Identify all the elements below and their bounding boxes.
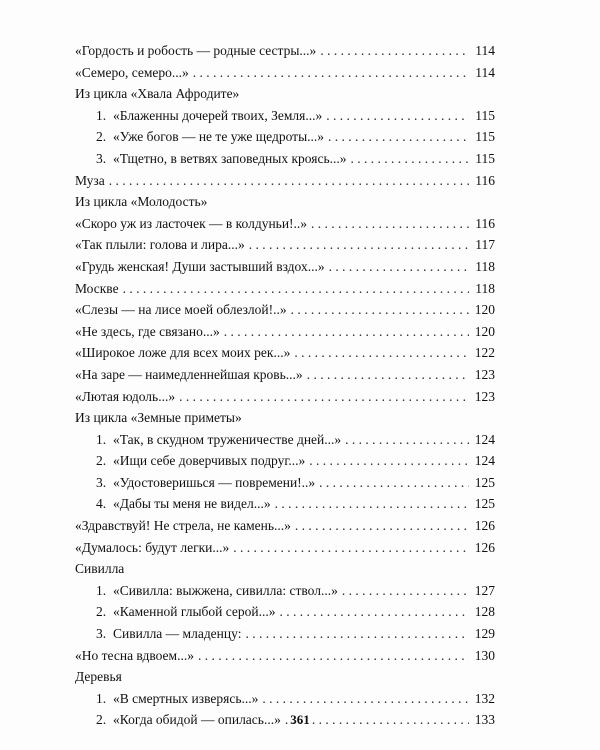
entry-page: 115: [475, 107, 495, 123]
entry-page: 132: [474, 690, 495, 706]
entry-number: 2.: [96, 712, 107, 728]
dot-leader: [328, 126, 469, 148]
entry-title: «Дабы ты меня не видел...»: [113, 496, 271, 512]
entry-page: 115: [475, 150, 495, 166]
toc-entry: [75, 40, 495, 62]
entry-page: 127: [474, 582, 495, 598]
entry-page: 125: [474, 496, 495, 512]
toc-heading: [75, 191, 495, 213]
entry-title: «Не здесь, где связано...»: [75, 323, 220, 339]
entry-number: 3.: [96, 474, 107, 490]
entry-title: Деревья: [75, 669, 122, 685]
entry-title: «Семеро, семеро...»: [75, 64, 189, 80]
entry-title: Из цикла «Земные приметы»: [75, 410, 242, 426]
page-number: 361: [290, 712, 310, 727]
toc-entry: [75, 601, 495, 623]
entry-title: Из цикла «Молодость»: [75, 194, 208, 210]
entry-title: «Скоро уж из ласточек — в колдуньи!..»: [75, 215, 308, 231]
entry-title: «Широкое ложе для всех моих рек...»: [75, 345, 291, 361]
entry-title: «Гордость и робость — родные сестры...»: [75, 43, 317, 58]
entry-page: 128: [474, 604, 495, 620]
toc-entry: [75, 493, 495, 515]
entry-page: 118: [475, 258, 495, 274]
toc-entry: [75, 278, 495, 300]
toc-entry: [75, 386, 495, 408]
entry-number: 3.: [96, 626, 107, 642]
entry-page: 117: [475, 237, 495, 253]
entry-title: «В смертных изверясь...»: [113, 690, 259, 706]
entry-page: 115: [475, 129, 495, 145]
dot-leader: [275, 493, 469, 515]
dot-leader: [123, 278, 469, 300]
dot-leader: [262, 688, 469, 710]
entry-page: 124: [474, 453, 495, 469]
toc-entry: [75, 213, 495, 235]
toc-heading: [75, 558, 495, 580]
dot-leader: [309, 450, 469, 472]
toc-entry: [75, 472, 495, 494]
dot-leader: [319, 472, 469, 494]
dot-leader: [320, 40, 469, 62]
entry-title: «Ищи себе доверчивых подруг...»: [113, 453, 306, 469]
entry-number: 1.: [96, 431, 107, 447]
entry-title: Сивилла — младенцу:: [113, 626, 242, 642]
entry-title: «Здравствуй! Не стрела, не камень...»: [75, 518, 291, 534]
entry-page: 133: [474, 712, 495, 728]
entry-title: «Так плыли: голова и лира...»: [75, 237, 245, 253]
toc-entry: [75, 515, 495, 537]
toc-entry: [75, 645, 495, 667]
dot-leader: [233, 537, 469, 559]
entry-number: 2.: [96, 129, 107, 145]
toc-entry: [75, 62, 495, 84]
dot-leader: [307, 364, 469, 386]
entry-page: 129: [474, 626, 495, 642]
entry-page: 126: [474, 518, 495, 534]
entry-title: «На заре — наимедленнейшая кровь...»: [75, 366, 303, 382]
entry-title: «Блаженны дочерей твоих, Земля...»: [113, 107, 323, 123]
entry-title: «Удостоверишься — повремени!..»: [113, 474, 316, 490]
entry-page: 126: [474, 539, 495, 555]
entry-title: Из цикла «Хвала Афродите»: [75, 86, 240, 102]
entry-title: Сивилла: [75, 561, 125, 577]
table-of-contents: [75, 40, 495, 731]
dot-leader: [109, 170, 469, 192]
toc-entry: [75, 256, 495, 278]
toc-entry: [75, 234, 495, 256]
toc-entry: [75, 450, 495, 472]
entry-number: 1.: [96, 582, 107, 598]
toc-entry: [75, 105, 495, 127]
entry-page: 118: [475, 280, 495, 296]
dot-leader: [294, 342, 469, 364]
toc-entry: [75, 623, 495, 645]
toc-heading: [75, 83, 495, 105]
entry-number: 4.: [96, 496, 107, 512]
dot-leader: [245, 623, 469, 645]
entry-number: 1.: [96, 107, 107, 123]
dot-leader: [179, 386, 469, 408]
toc-entry: [75, 580, 495, 602]
entry-page: 114: [475, 43, 495, 58]
toc-entry: [75, 342, 495, 364]
dot-leader: [345, 429, 469, 451]
entry-page: 125: [474, 474, 495, 490]
entry-title: «Тщетно, в ветвях заповедных кроясь...»: [113, 150, 347, 166]
toc-entry: [75, 170, 495, 192]
entry-title: «Грудь женская! Души застывший вздох...»: [75, 258, 325, 274]
dot-leader: [291, 299, 469, 321]
entry-title: «Лютая юдоль...»: [75, 388, 176, 404]
entry-title: «Думалось: будут легки...»: [75, 539, 230, 555]
dot-leader: [280, 601, 469, 623]
toc-entry: [75, 321, 495, 343]
dot-leader: [193, 62, 469, 84]
entry-page: 123: [474, 388, 495, 404]
dot-leader: [329, 256, 469, 278]
entry-number: 3.: [96, 150, 107, 166]
dot-leader: [198, 645, 469, 667]
entry-title: Москве: [75, 280, 119, 296]
entry-number: 2.: [96, 453, 107, 469]
dot-leader: [224, 321, 469, 343]
toc-heading: [75, 407, 495, 429]
entry-page: 120: [474, 323, 495, 339]
toc-entry: [75, 429, 495, 451]
entry-title: «Слезы — на лисе моей облезлой!..»: [75, 302, 287, 318]
dot-leader: [326, 105, 469, 127]
entry-page: 114: [475, 64, 495, 80]
dot-leader: [351, 148, 469, 170]
dot-leader: [295, 515, 469, 537]
entry-title: «Каменной глыбой серой...»: [113, 604, 276, 620]
toc-entry: [75, 688, 495, 710]
entry-title: «Когда обидой — опилась...»: [113, 712, 281, 728]
entry-page: 130: [474, 647, 495, 663]
entry-page: 123: [474, 366, 495, 382]
entry-page: 116: [475, 172, 495, 188]
entry-page: 122: [474, 345, 495, 361]
toc-heading: [75, 666, 495, 688]
toc-entry: [75, 364, 495, 386]
entry-title: «Сивилла: выжжена, сивилла: ствол...»: [113, 582, 338, 598]
entry-number: 1.: [96, 690, 107, 706]
entry-title: Муза: [75, 172, 105, 188]
entry-page: 116: [475, 215, 495, 231]
dot-leader: [342, 580, 469, 602]
dot-leader: [249, 234, 469, 256]
toc-entry: [75, 537, 495, 559]
entry-title: «Так, в скудном труженичестве дней...»: [113, 431, 342, 447]
dot-leader: [311, 213, 469, 235]
entry-title: «Но тесна вдвоем...»: [75, 647, 194, 663]
toc-entry: [75, 299, 495, 321]
toc-entry: [75, 126, 495, 148]
entry-number: 2.: [96, 604, 107, 620]
entry-page: 120: [474, 302, 495, 318]
entry-title: «Уже богов — не те уже щедроты...»: [113, 129, 325, 145]
entry-page: 124: [474, 431, 495, 447]
toc-entry: [75, 148, 495, 170]
